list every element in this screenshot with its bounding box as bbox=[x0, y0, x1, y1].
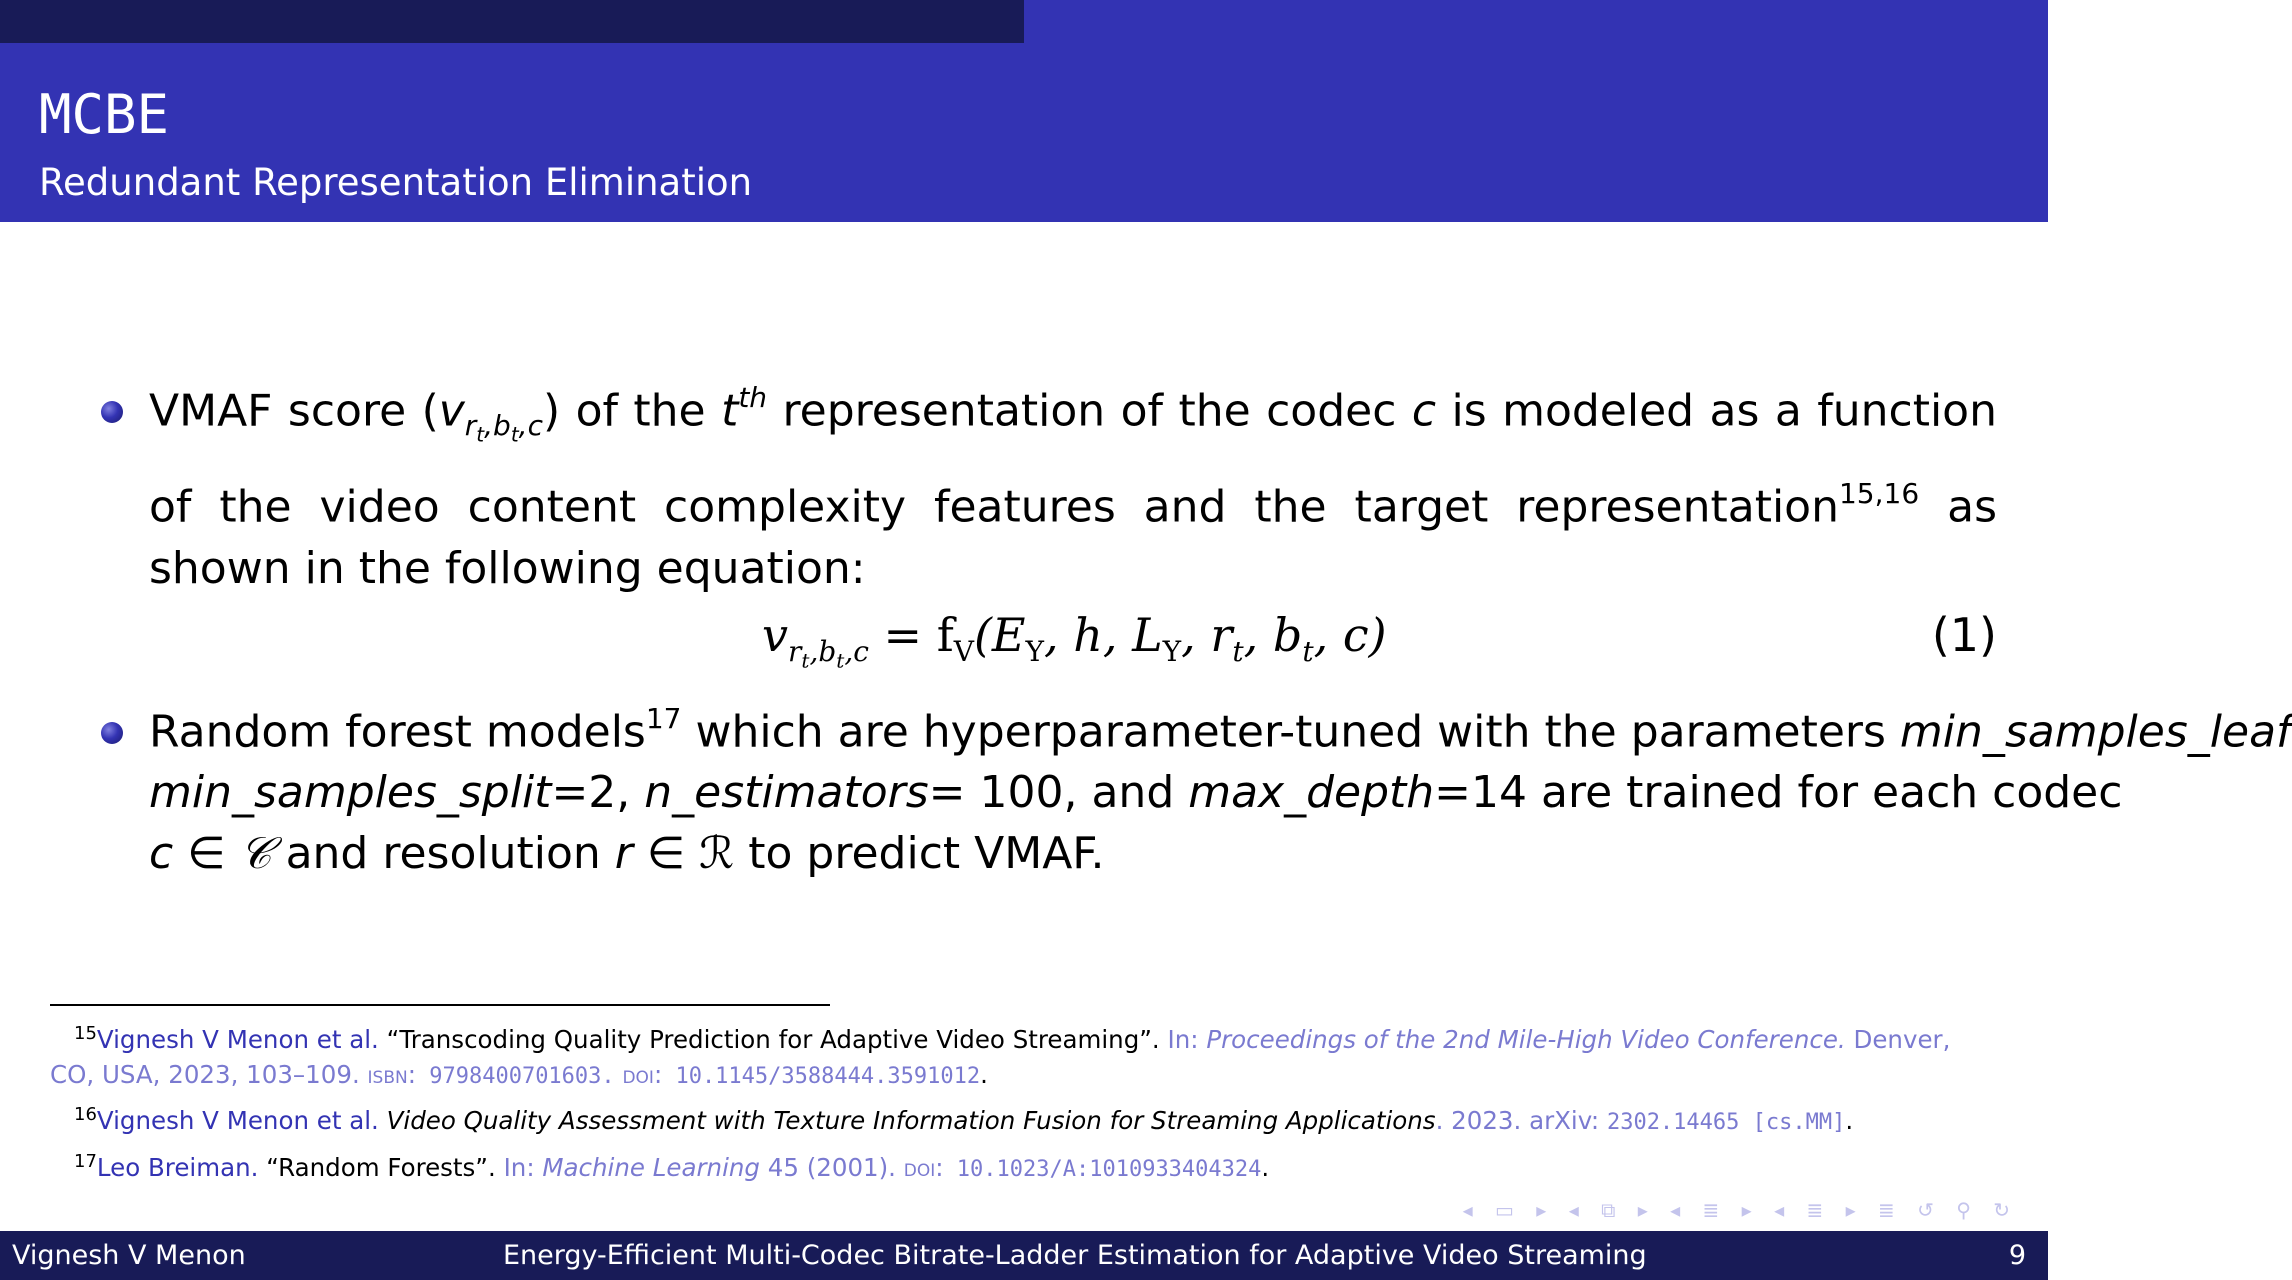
footnote-in: In: bbox=[495, 1153, 543, 1182]
footnote-authors[interactable]: Vignesh V Menon et al. bbox=[96, 1025, 379, 1054]
footnote-authors[interactable]: Leo Breiman. bbox=[96, 1153, 259, 1182]
bullet2-text: and resolution bbox=[271, 828, 615, 880]
sub-b: ,b bbox=[484, 409, 511, 443]
eq-sub: V bbox=[953, 634, 974, 668]
sub-t2: t bbox=[510, 423, 519, 448]
bullet1-text: as shown in the following equation: bbox=[149, 481, 1997, 594]
isbn-label: isbn: bbox=[367, 1060, 416, 1089]
section-navigation-bar bbox=[0, 0, 2268, 93]
equation-body bbox=[762, 605, 1387, 692]
footnote-ref-15-16[interactable]: 15,16 bbox=[1838, 477, 1920, 511]
param-n-estimators: n_estimators bbox=[644, 767, 929, 819]
bullet-icon bbox=[101, 722, 123, 744]
slide-content bbox=[97, 370, 2292, 884]
param-min-samples-leaf: min_samples_leaf bbox=[1899, 706, 2292, 758]
bullet2-text: ∈ bbox=[173, 828, 240, 880]
eq-sub: Y bbox=[1025, 634, 1044, 668]
bullet2-line3 bbox=[149, 823, 2007, 884]
footnote-number: 15 bbox=[74, 1023, 97, 1044]
eq-lhs: v bbox=[762, 607, 788, 662]
th-superscript: th bbox=[738, 381, 768, 414]
footnote-end: . bbox=[1261, 1153, 1270, 1182]
eq-sub: t bbox=[1232, 634, 1244, 668]
resolution-var: r bbox=[614, 828, 633, 880]
sub-t1: t bbox=[476, 423, 485, 448]
resolution-set: ℛ bbox=[699, 828, 735, 880]
doi-label: doi: bbox=[903, 1153, 944, 1182]
footer-talk-title: Energy-Efficient Multi-Codec Bitrate-Ladder Estimation for Adaptive Video Streaming bbox=[503, 1240, 1647, 1271]
bullet2-line1 bbox=[149, 691, 2292, 763]
bullet2-text: =14 are trained for each codec bbox=[1434, 767, 2123, 819]
eq-sub: Y bbox=[1162, 634, 1182, 668]
param-min-samples-split: min_samples_split bbox=[149, 767, 552, 819]
bullet-item-random-forest bbox=[97, 691, 2292, 885]
navigation-symbols bbox=[1463, 1198, 2018, 1220]
bullet2-text: ∈ bbox=[632, 828, 700, 880]
nav-toc-icon[interactable]: ≣ bbox=[1877, 1198, 1903, 1222]
eq-f: = f bbox=[868, 607, 954, 662]
frame-subtitle: Redundant Representation Elimination bbox=[39, 161, 753, 204]
bullet1-text: VMAF score ( bbox=[149, 385, 439, 437]
footnote-authors[interactable]: Vignesh V Menon et al. bbox=[96, 1106, 379, 1135]
arxiv-link[interactable]: 2302.14465 [cs.MM] bbox=[1606, 1110, 1846, 1135]
bullet2-text: which are hyperparameter-tuned with the parameters bbox=[681, 706, 1900, 758]
equation-number: (1) bbox=[1931, 607, 1997, 662]
codec-var: c bbox=[149, 828, 174, 880]
footnote-venue: Machine Learning bbox=[542, 1153, 760, 1182]
bullet-item-vmaf bbox=[97, 370, 1997, 599]
footnote-16 bbox=[50, 1105, 1960, 1140]
codec-set: 𝒞 bbox=[239, 828, 272, 880]
eq-args: , r bbox=[1181, 607, 1233, 662]
footer-author: Vignesh V Menon bbox=[12, 1240, 246, 1271]
footnote-rule bbox=[50, 1004, 830, 1006]
bullet2-text: to predict VMAF. bbox=[734, 828, 1105, 880]
eq-args: , c) bbox=[1313, 607, 1387, 662]
bullet-icon bbox=[101, 401, 123, 423]
bullet2-text: Random forest models bbox=[149, 706, 646, 758]
isbn-value: 9798400701603. bbox=[415, 1064, 615, 1089]
eq-args: (E bbox=[973, 607, 1026, 662]
bullet2-text: = 100, and bbox=[928, 767, 1189, 819]
footnote-17 bbox=[50, 1152, 1960, 1187]
bullet2-line2 bbox=[149, 762, 2123, 823]
footnote-title: “Transcoding Quality Prediction for Adaptive Video Streaming”. bbox=[378, 1025, 1160, 1054]
eq-sub: r bbox=[788, 634, 802, 668]
footnote-in: In: bbox=[1159, 1025, 1207, 1054]
nav-subsection-icon[interactable]: ◂ ≣ ▸ bbox=[1670, 1198, 1760, 1222]
footnote-title: Video Quality Assessment with Texture Information Fusion for Streaming Applications bbox=[378, 1106, 1436, 1135]
param-max-depth: max_depth bbox=[1188, 767, 1435, 819]
section-nav-left bbox=[0, 0, 1024, 43]
footnote-end: . bbox=[980, 1060, 988, 1089]
subsection-nav-right bbox=[1024, 0, 2268, 93]
eq-sub: ,c bbox=[844, 634, 869, 668]
eq-sub: ,b bbox=[809, 634, 837, 668]
footnote-details: . 2023. arXiv: bbox=[1435, 1106, 1607, 1135]
eq-args: , h, L bbox=[1043, 607, 1163, 662]
eq-args: , b bbox=[1243, 607, 1303, 662]
nav-frame-icon[interactable]: ◂ ⧉ ▸ bbox=[1568, 1198, 1656, 1222]
doi-link[interactable]: 10.1023/A:1010933404324 bbox=[943, 1157, 1262, 1182]
footnote-details: 45 (2001). bbox=[759, 1153, 904, 1182]
nav-slide-icon[interactable]: ◂ ▭ ▸ bbox=[1462, 1198, 1555, 1222]
c-variable: c bbox=[1411, 385, 1437, 437]
bullet1-text: ) of the bbox=[542, 385, 722, 437]
footnote-title: “Random Forests”. bbox=[258, 1153, 496, 1182]
nav-search-icon[interactable]: ↺ ⚲ ↻ bbox=[1917, 1198, 2018, 1222]
equation-1 bbox=[97, 601, 1997, 677]
footnote-end: . bbox=[1845, 1106, 1854, 1135]
doi-label: doi: bbox=[614, 1060, 663, 1089]
bullet1-text: is modeled as a function of the video content complexity features and the target representation bbox=[149, 385, 1997, 533]
eq-sub: t bbox=[801, 648, 810, 673]
frame-title: MCBE bbox=[39, 83, 170, 146]
nav-section-icon[interactable]: ◂ ≣ ▸ bbox=[1774, 1198, 1864, 1222]
footer-bar bbox=[0, 1231, 2048, 1280]
bullet2-text: =2, bbox=[551, 767, 645, 819]
sub-c: ,c bbox=[518, 409, 543, 443]
footnote-venue: Proceedings of the 2nd Mile-High Video Conference. bbox=[1206, 1025, 1846, 1054]
doi-link[interactable]: 10.1145/3588444.3591012 bbox=[662, 1064, 981, 1089]
footnote-15 bbox=[50, 1024, 1960, 1093]
page-number: 9 bbox=[2008, 1240, 2026, 1271]
sub-r: r bbox=[464, 409, 477, 443]
frame-title-bar bbox=[0, 43, 2048, 222]
footnote-number: 17 bbox=[74, 1151, 97, 1172]
bullet1-text: representation of the codec bbox=[767, 385, 1412, 437]
footnote-ref-17[interactable]: 17 bbox=[645, 701, 682, 735]
footnotes bbox=[50, 1024, 1960, 1199]
eq-sub: t bbox=[1302, 634, 1314, 668]
t-variable: t bbox=[721, 385, 739, 437]
vmaf-variable: v bbox=[438, 385, 465, 437]
footnote-number: 16 bbox=[74, 1104, 97, 1125]
eq-sub: t bbox=[836, 648, 845, 673]
subsection-link[interactable]: Redundant Representation Elimination bbox=[2078, 6, 2268, 93]
footnote-details: Denver, CO, USA, 2023, 103–109. bbox=[50, 1025, 1951, 1089]
